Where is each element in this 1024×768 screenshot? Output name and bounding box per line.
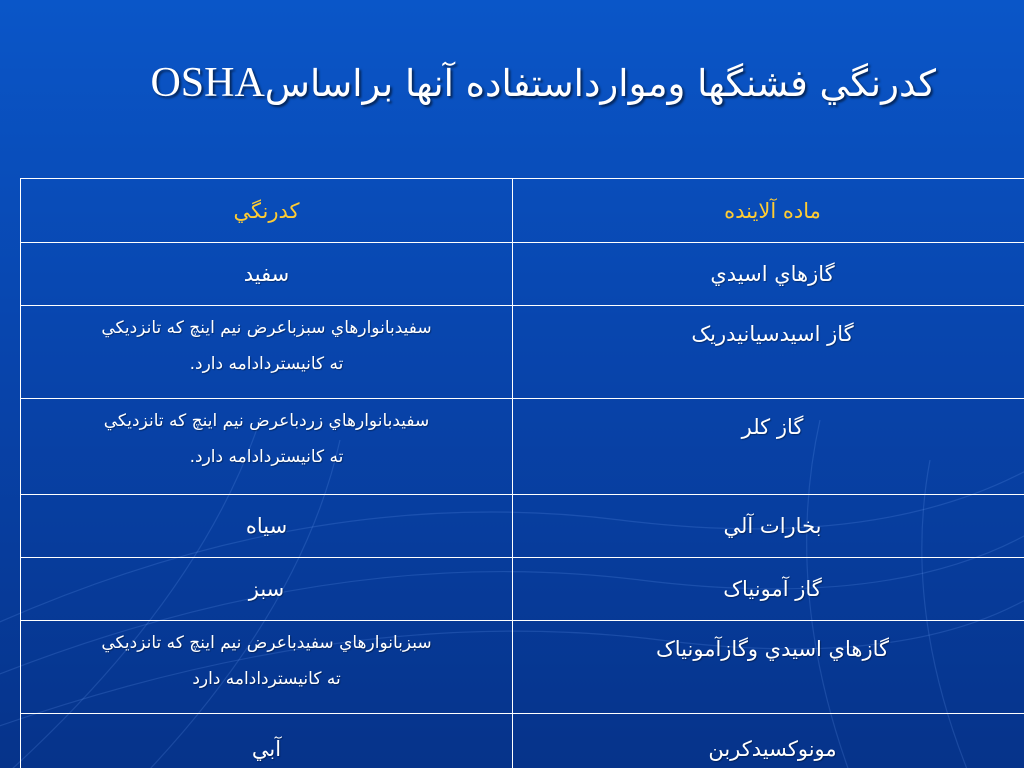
header-pollutant-label: ماده آلاينده (724, 198, 821, 223)
color-code-table (20, 178, 1024, 768)
table-row (21, 714, 1024, 768)
pollutant-value: گازهاي اسيدي (710, 262, 835, 286)
pollutant-cell (513, 621, 1024, 714)
pollutant-value: بخارات آلي (723, 514, 822, 538)
color-cell (21, 714, 513, 768)
color-value: سبز (248, 577, 285, 601)
pollutant-value: گازهاي اسيدي وگازآمونياک (655, 637, 889, 661)
table-row (21, 399, 1024, 495)
color-cell (21, 306, 513, 399)
color-cell (21, 495, 513, 558)
color-line-2: ته كانيستردادامه دارد. (189, 354, 344, 374)
pollutant-value: مونوكسيدكربن (708, 736, 837, 761)
pollutant-cell (513, 243, 1024, 306)
color-value: سفيد (243, 262, 290, 286)
color-description (27, 403, 506, 475)
pollutant-value: گاز كلر (741, 415, 804, 439)
color-value: آبي (251, 736, 282, 761)
table-header-row (21, 179, 1024, 243)
color-line-1: سفيدبانوارهاي سبزباعرض نيم اينچ كه تانزديكي (101, 318, 432, 338)
color-value: سياه (245, 514, 288, 538)
color-cell (21, 399, 513, 495)
header-cell-color (21, 179, 513, 243)
color-description (27, 625, 506, 697)
color-line-1: سفيدبانوارهاي زردباعرض نيم اينچ كه تانزديكي (103, 411, 430, 431)
table-row (21, 495, 1024, 558)
pollutant-cell (513, 399, 1024, 495)
title-text: كدرنگي فشنگها وموارداستفاده آنها براساس (264, 62, 936, 105)
slide-title (20, 58, 936, 108)
pollutant-cell (513, 558, 1024, 621)
title-acronym: OSHA (150, 60, 265, 106)
color-line-1: سبزبانوارهاي سفيدباعرض نيم اينچ كه تانزديكي (101, 633, 432, 653)
color-cell (21, 558, 513, 621)
pollutant-value: گاز اسيدسيانيدريک (691, 322, 854, 346)
pollutant-cell (513, 714, 1024, 768)
table-row (21, 621, 1024, 714)
pollutant-value: گاز آمونياک (723, 577, 822, 601)
pollutant-cell (513, 495, 1024, 558)
header-cell-pollutant (513, 179, 1024, 243)
color-cell (21, 243, 513, 306)
table-row (21, 306, 1024, 399)
color-description (27, 310, 506, 382)
table-row (21, 243, 1024, 306)
cartridge-color-table (20, 178, 1024, 768)
color-cell (21, 621, 513, 714)
color-line-2: ته كانيستردادامه دارد. (189, 447, 344, 467)
pollutant-cell (513, 306, 1024, 399)
header-color-label: كدرنگي (233, 198, 300, 223)
color-line-2: ته كانيستردادامه دارد (192, 669, 341, 689)
table-row (21, 558, 1024, 621)
